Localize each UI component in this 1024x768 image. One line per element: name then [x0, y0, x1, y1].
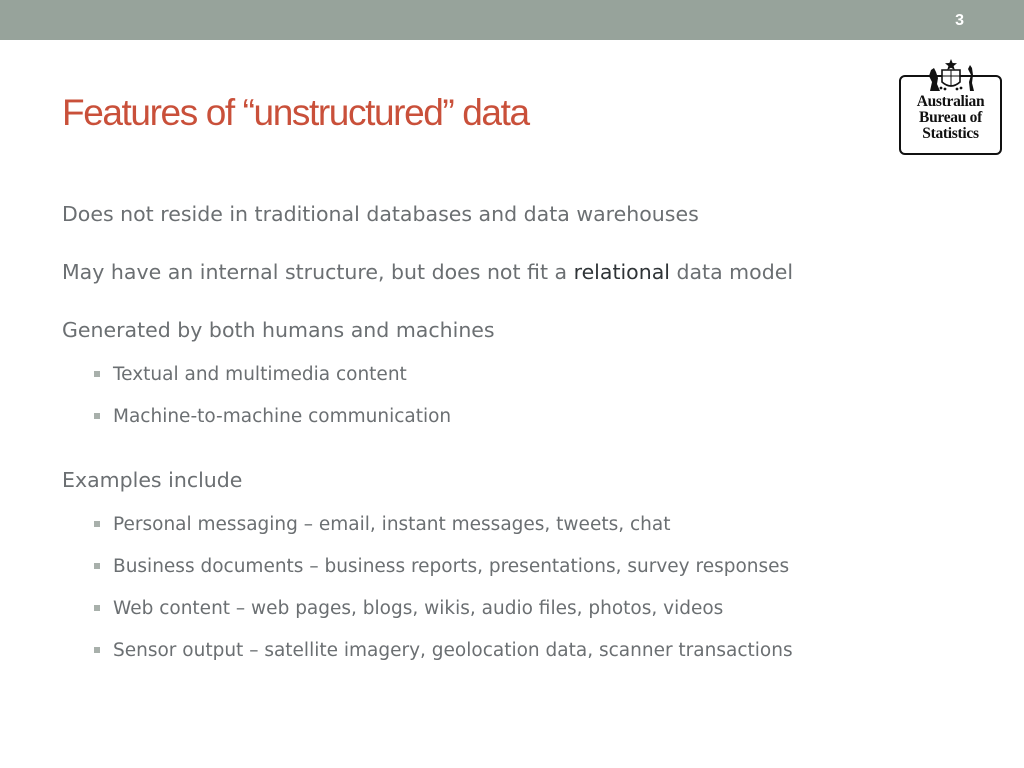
- bullet-icon: [94, 521, 100, 527]
- relational-term: relational: [573, 260, 670, 284]
- list-item-text: Web content – web pages, blogs, wikis, audio files, photos, videos: [113, 598, 724, 619]
- paragraph-structure: [62, 256, 982, 288]
- paragraph-text: data model: [669, 260, 794, 284]
- bullet-icon: [94, 647, 100, 653]
- list-item: [62, 630, 982, 672]
- list-item-text: Personal messaging – email, instant messages, tweets, chat: [113, 514, 671, 535]
- logo-wordmark: [899, 94, 1002, 142]
- logo-line: Statistics: [922, 125, 979, 142]
- bullet-icon: [94, 605, 100, 611]
- slide-title: Features of “unstructured” data: [62, 92, 529, 133]
- slide-number: 3: [955, 12, 964, 29]
- coat-of-arms-icon: [924, 58, 978, 92]
- list-item: [62, 504, 982, 546]
- list-item: [62, 396, 982, 438]
- abs-logo: [899, 58, 1002, 155]
- paragraph-generated: Generated by both humans and machines: [62, 318, 495, 342]
- bullet-icon: [94, 413, 100, 419]
- bullet-icon: [94, 563, 100, 569]
- list-item: [62, 354, 982, 396]
- list-item-text: Textual and multimedia content: [113, 364, 407, 385]
- examples-list: [62, 504, 982, 672]
- bullet-icon: [94, 371, 100, 377]
- list-item-text: Business documents – business reports, presentations, survey responses: [113, 556, 790, 577]
- list-item-text: Machine-to-machine communication: [113, 406, 452, 427]
- slide-body: [62, 198, 982, 698]
- list-item: [62, 588, 982, 630]
- logo-line: Australian: [916, 93, 985, 110]
- list-item: [62, 546, 982, 588]
- paragraph-examples: Examples include: [62, 468, 243, 492]
- paragraph-storage: Does not reside in traditional databases and data warehouses: [62, 202, 699, 226]
- paragraph-text: May have an internal structure, but does not fit a: [62, 260, 574, 284]
- top-bar: [0, 0, 1024, 40]
- list-item-text: Sensor output – satellite imagery, geolocation data, scanner transactions: [113, 640, 793, 661]
- generated-list: [62, 354, 982, 438]
- logo-line: Bureau of: [919, 109, 982, 126]
